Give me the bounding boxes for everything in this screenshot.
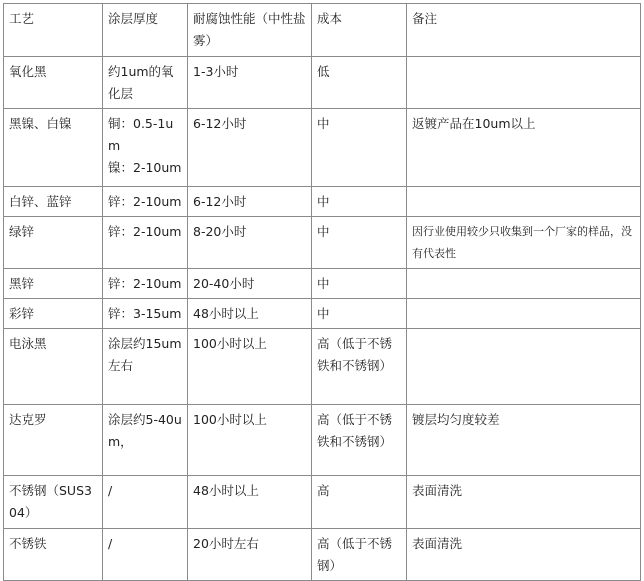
- cell-process: 黑镍、白镍: [9, 116, 72, 131]
- cell-cost: 高（低于不锈钢）: [317, 536, 393, 573]
- cell-cost: 高（低于不锈铁和不锈钢）: [317, 412, 393, 449]
- table-cell: [312, 405, 407, 476]
- table-cell: [312, 187, 407, 217]
- cell-process: 不锈铁: [9, 536, 47, 551]
- table-cell: [4, 109, 103, 187]
- table-cell: [312, 57, 407, 109]
- table-cell: [188, 299, 312, 329]
- table-cell: [188, 269, 312, 299]
- table-cell: [103, 217, 188, 269]
- table-cell: [407, 476, 641, 529]
- header-cell: [407, 4, 641, 57]
- table-row: [4, 187, 641, 217]
- table-row: [4, 329, 641, 405]
- cell-process: 电泳黑: [9, 336, 47, 351]
- table-row: [4, 405, 641, 476]
- table-cell: [4, 217, 103, 269]
- table-cell: [188, 57, 312, 109]
- cell-corrosion: 6-12小时: [193, 194, 247, 209]
- header-cost: 成本: [317, 11, 343, 26]
- cell-thickness: 涂层约5-40um，: [108, 412, 182, 449]
- cell-cost: 高: [317, 483, 330, 498]
- table-cell: [407, 405, 641, 476]
- cell-corrosion: 48小时以上: [193, 306, 259, 321]
- table-cell: [103, 109, 188, 187]
- table-row: [4, 269, 641, 299]
- table-cell: [4, 405, 103, 476]
- cell-thickness: 约1um的氧化层: [108, 64, 174, 101]
- table-cell: [4, 57, 103, 109]
- table-cell: [188, 217, 312, 269]
- header-cell: [103, 4, 188, 57]
- table-cell: [407, 329, 641, 405]
- comparison-table: [3, 3, 641, 581]
- cell-process: 黑锌: [9, 276, 35, 291]
- table-row: [4, 57, 641, 109]
- cell-thickness: 锌：2-10um: [108, 194, 182, 209]
- table-cell: [188, 187, 312, 217]
- header-cell: [312, 4, 407, 57]
- table-row: [4, 217, 641, 269]
- cell-thickness: 锌：2-10um: [108, 276, 182, 291]
- header-remarks: 备注: [412, 11, 438, 26]
- cell-thickness: 锌：2-10um: [108, 224, 182, 239]
- table-cell: [4, 329, 103, 405]
- cell-remarks: 返镀产品在10um以上: [412, 116, 536, 131]
- cell-corrosion: 8-20小时: [193, 224, 247, 239]
- cell-remarks: 因行业使用较少只收集到一个厂家的样品，没有代表性: [412, 225, 632, 260]
- table-row: [4, 299, 641, 329]
- table-cell: [188, 405, 312, 476]
- table-row: [4, 476, 641, 529]
- table-cell: [407, 217, 641, 269]
- table-header-row: [4, 4, 641, 57]
- cell-thickness: /: [108, 536, 113, 551]
- table-cell: [188, 476, 312, 529]
- cell-cost: 中: [317, 306, 330, 321]
- table-cell: [103, 329, 188, 405]
- table-cell: [407, 109, 641, 187]
- cell-remarks: 镀层均匀度较差: [412, 412, 500, 427]
- cell-corrosion: 20-40小时: [193, 276, 255, 291]
- table-cell: [103, 187, 188, 217]
- table-cell: [4, 269, 103, 299]
- cell-corrosion: 1-3小时: [193, 64, 239, 79]
- cell-cost: 中: [317, 224, 330, 239]
- table-cell: [4, 299, 103, 329]
- cell-cost: 低: [317, 64, 330, 79]
- table-cell: [407, 299, 641, 329]
- header-corrosion: 耐腐蚀性能（中性盐雾）: [193, 11, 306, 48]
- cell-process: 彩锌: [9, 306, 35, 321]
- table-cell: [312, 476, 407, 529]
- cell-corrosion: 20小时左右: [193, 536, 259, 551]
- table-cell: [188, 329, 312, 405]
- table-cell: [4, 476, 103, 529]
- cell-corrosion: 6-12小时: [193, 116, 247, 131]
- header-cell: [4, 4, 103, 57]
- table-cell: [103, 299, 188, 329]
- table-cell: [4, 187, 103, 217]
- table-cell: [312, 109, 407, 187]
- cell-corrosion: 100小时以上: [193, 412, 267, 427]
- cell-remarks: 表面清洗: [412, 536, 463, 551]
- cell-cost: 高（低于不锈铁和不锈钢）: [317, 336, 393, 373]
- cell-thickness: 铜：0.5-1um 镍：2-10um: [108, 116, 182, 175]
- cell-process: 不锈钢（SUS304）: [9, 483, 92, 520]
- cell-thickness: 锌：3-15um: [108, 306, 182, 321]
- cell-cost: 中: [317, 116, 330, 131]
- cell-cost: 中: [317, 194, 330, 209]
- header-process: 工艺: [9, 11, 35, 26]
- table-cell: [103, 476, 188, 529]
- table-cell: [312, 329, 407, 405]
- cell-process: 白锌、蓝锌: [9, 194, 72, 209]
- table-cell: [103, 269, 188, 299]
- table-cell: [407, 57, 641, 109]
- table-cell: [407, 187, 641, 217]
- cell-thickness: /: [108, 483, 113, 498]
- table-cell: [103, 405, 188, 476]
- table-row: [4, 109, 641, 187]
- table-cell: [188, 109, 312, 187]
- cell-process: 氧化黑: [9, 64, 47, 79]
- table-cell: [103, 57, 188, 109]
- cell-process: 达克罗: [9, 412, 47, 427]
- cell-remarks: 表面清洗: [412, 483, 463, 498]
- table-cell: [312, 217, 407, 269]
- table-cell: [407, 269, 641, 299]
- table-cell: [312, 299, 407, 329]
- cell-corrosion: 100小时以上: [193, 336, 267, 351]
- header-thickness: 涂层厚度: [108, 11, 159, 26]
- cell-corrosion: 48小时以上: [193, 483, 259, 498]
- cell-cost: 中: [317, 276, 330, 291]
- cell-process: 绿锌: [9, 224, 35, 239]
- cell-thickness: 涂层约15um左右: [108, 336, 182, 373]
- header-cell: [188, 4, 312, 57]
- table-cell: [312, 269, 407, 299]
